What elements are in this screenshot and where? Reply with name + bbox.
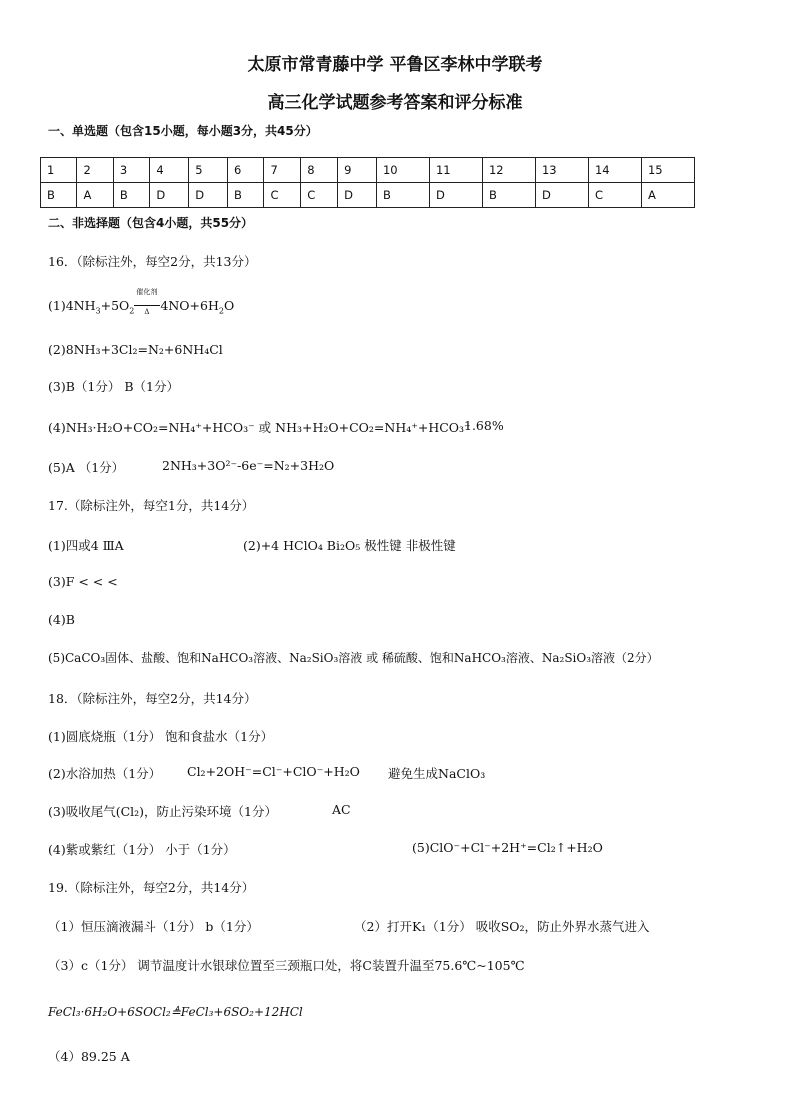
question-number-cell: 3: [113, 158, 149, 183]
q16-answer-4-equation: (4)NH₃·H₂O+CO₂=NH₄⁺+HCO₃⁻ 或 NH₃+H₂O+CO₂=NH₄⁺+HCO₃⁻: [48, 420, 471, 435]
question-number-cell: 13: [535, 158, 588, 183]
answer-cell: C: [264, 183, 301, 208]
section2-heading: 二、非选择题（包含4小题，共55分）: [48, 216, 254, 230]
answer-cell: B: [228, 183, 264, 208]
question-number-cell: 15: [641, 158, 694, 183]
answer-cell: D: [429, 183, 482, 208]
q17-answer-4: (4)B: [48, 612, 75, 627]
q19-answer-2: （2）打开K₁（1分） 吸收SO₂，防止外界水蒸气进入: [354, 919, 650, 934]
answer-table: [40, 157, 695, 208]
answer-cell: B: [376, 183, 429, 208]
question-number-cell: 5: [189, 158, 228, 183]
q16-answer-1: $(1)4NH_3+5O_2$ 催化剂 Δ $4NO+6H_2O$: [48, 288, 235, 316]
q16-answer-4-percent: 1.68%: [464, 418, 504, 433]
q17-answer-5: (5)CaCO₃固体、盐酸、饱和NaHCO₃溶液、Na₂SiO₃溶液 或 稀硫酸、饱和NaHCO₃溶液、Na₂SiO₃溶液（2分）: [48, 651, 659, 665]
q19-answer-3: （3）c（1分） 调节温度计水银球位置至三颈瓶口处，将C装置升温至75.6℃~105℃: [48, 958, 525, 973]
question-number-cell: 1: [41, 158, 77, 183]
answer-cell: D: [150, 183, 189, 208]
answer-cell: D: [338, 183, 377, 208]
q18-answer-3a: (3)吸收尾气(Cl₂)，防止污染环境（1分）: [48, 804, 277, 819]
answer-cell: B: [41, 183, 77, 208]
q16-answer-5-choice: (5)A （1分）: [48, 460, 125, 475]
q18-answer-1: (1)圆底烧瓶（1分） 饱和食盐水（1分）: [48, 729, 274, 744]
heat-label: Δ: [144, 308, 150, 316]
answer-cell: A: [77, 183, 113, 208]
answer-cell: D: [535, 183, 588, 208]
q17-answer-2: (2)+4 HClO₄ Bi₂O₅ 极性键 非极性键: [243, 538, 456, 553]
q16-answer-5-equation: 2NH₃+3O²⁻-6e⁻=N₂+3H₂O: [162, 458, 335, 473]
q19-equation: FeCl₃·6H₂O+6SOCl₂≜FeCl₃+6SO₂+12HCl: [48, 1005, 303, 1019]
answer-key-title: 高三化学试题参考答案和评分标准: [267, 93, 523, 113]
answer-table-number-row: [41, 158, 695, 183]
catalyst-arrow: [134, 288, 160, 316]
catalyst-label: 催化剂: [136, 288, 158, 296]
q16-eq-part: 4NO+6H: [160, 298, 219, 313]
q18-answer-2a: (2)水浴加热（1分）: [48, 766, 162, 781]
q19-answer-4: （4）89.25 A: [48, 1049, 130, 1064]
q18-answer-2b: Cl₂+2OH⁻=Cl⁻+ClO⁻+H₂O: [187, 764, 360, 779]
answer-cell: D: [189, 183, 228, 208]
question-number-cell: 4: [150, 158, 189, 183]
question-number-cell: 14: [588, 158, 641, 183]
answer-cell: B: [113, 183, 149, 208]
question-number-cell: 8: [301, 158, 338, 183]
question-number-cell: 2: [77, 158, 113, 183]
q19-heading: 19.（除标注外，每空2分，共14分）: [48, 880, 255, 895]
question-number-cell: 10: [376, 158, 429, 183]
q16-eq-part: O: [223, 298, 235, 313]
q18-heading: 18．（除标注外，每空2分，共14分）: [48, 691, 257, 706]
question-number-cell: 9: [338, 158, 377, 183]
answer-cell: C: [301, 183, 338, 208]
question-number-cell: 11: [429, 158, 482, 183]
q18-answer-3b: AC: [332, 802, 351, 817]
q17-answer-1a: (1)四或4 ⅢA: [48, 538, 124, 553]
q17-answer-3: (3)F < < <: [48, 574, 118, 589]
answer-cell: B: [482, 183, 535, 208]
q16-heading: 16．（除标注外，每空2分，共13分）: [48, 254, 257, 269]
catalyst-line: [134, 305, 160, 306]
exam-title: 太原市常青藤中学 平鲁区李林中学联考: [247, 55, 543, 75]
section1-heading: 一、单选题（包含15小题，每小题3分，共45分）: [48, 124, 318, 138]
answer-cell: C: [588, 183, 641, 208]
question-number-cell: 6: [228, 158, 264, 183]
answer-cell: A: [641, 183, 694, 208]
q16-eq-part: (1)4NH: [48, 298, 96, 313]
q18-answer-5: (5)ClO⁻+Cl⁻+2H⁺=Cl₂↑+H₂O: [412, 840, 603, 855]
question-number-cell: 7: [264, 158, 301, 183]
q18-answer-4a: (4)紫或紫红（1分） 小于（1分）: [48, 842, 236, 857]
question-number-cell: 12: [482, 158, 535, 183]
answer-table-answer-row: [41, 183, 695, 208]
q19-answer-1a: （1）恒压滴液漏斗（1分） b（1分）: [48, 919, 259, 934]
q17-heading: 17.（除标注外，每空1分，共14分）: [48, 498, 255, 513]
q16-eq-part: +5O: [100, 298, 130, 313]
q18-answer-2c: 避免生成NaClO₃: [388, 766, 486, 781]
q16-answer-3: (3)B（1分） B（1分）: [48, 379, 179, 394]
q16-answer-2: (2)8NH₃+3Cl₂=N₂+6NH₄Cl: [48, 342, 223, 357]
